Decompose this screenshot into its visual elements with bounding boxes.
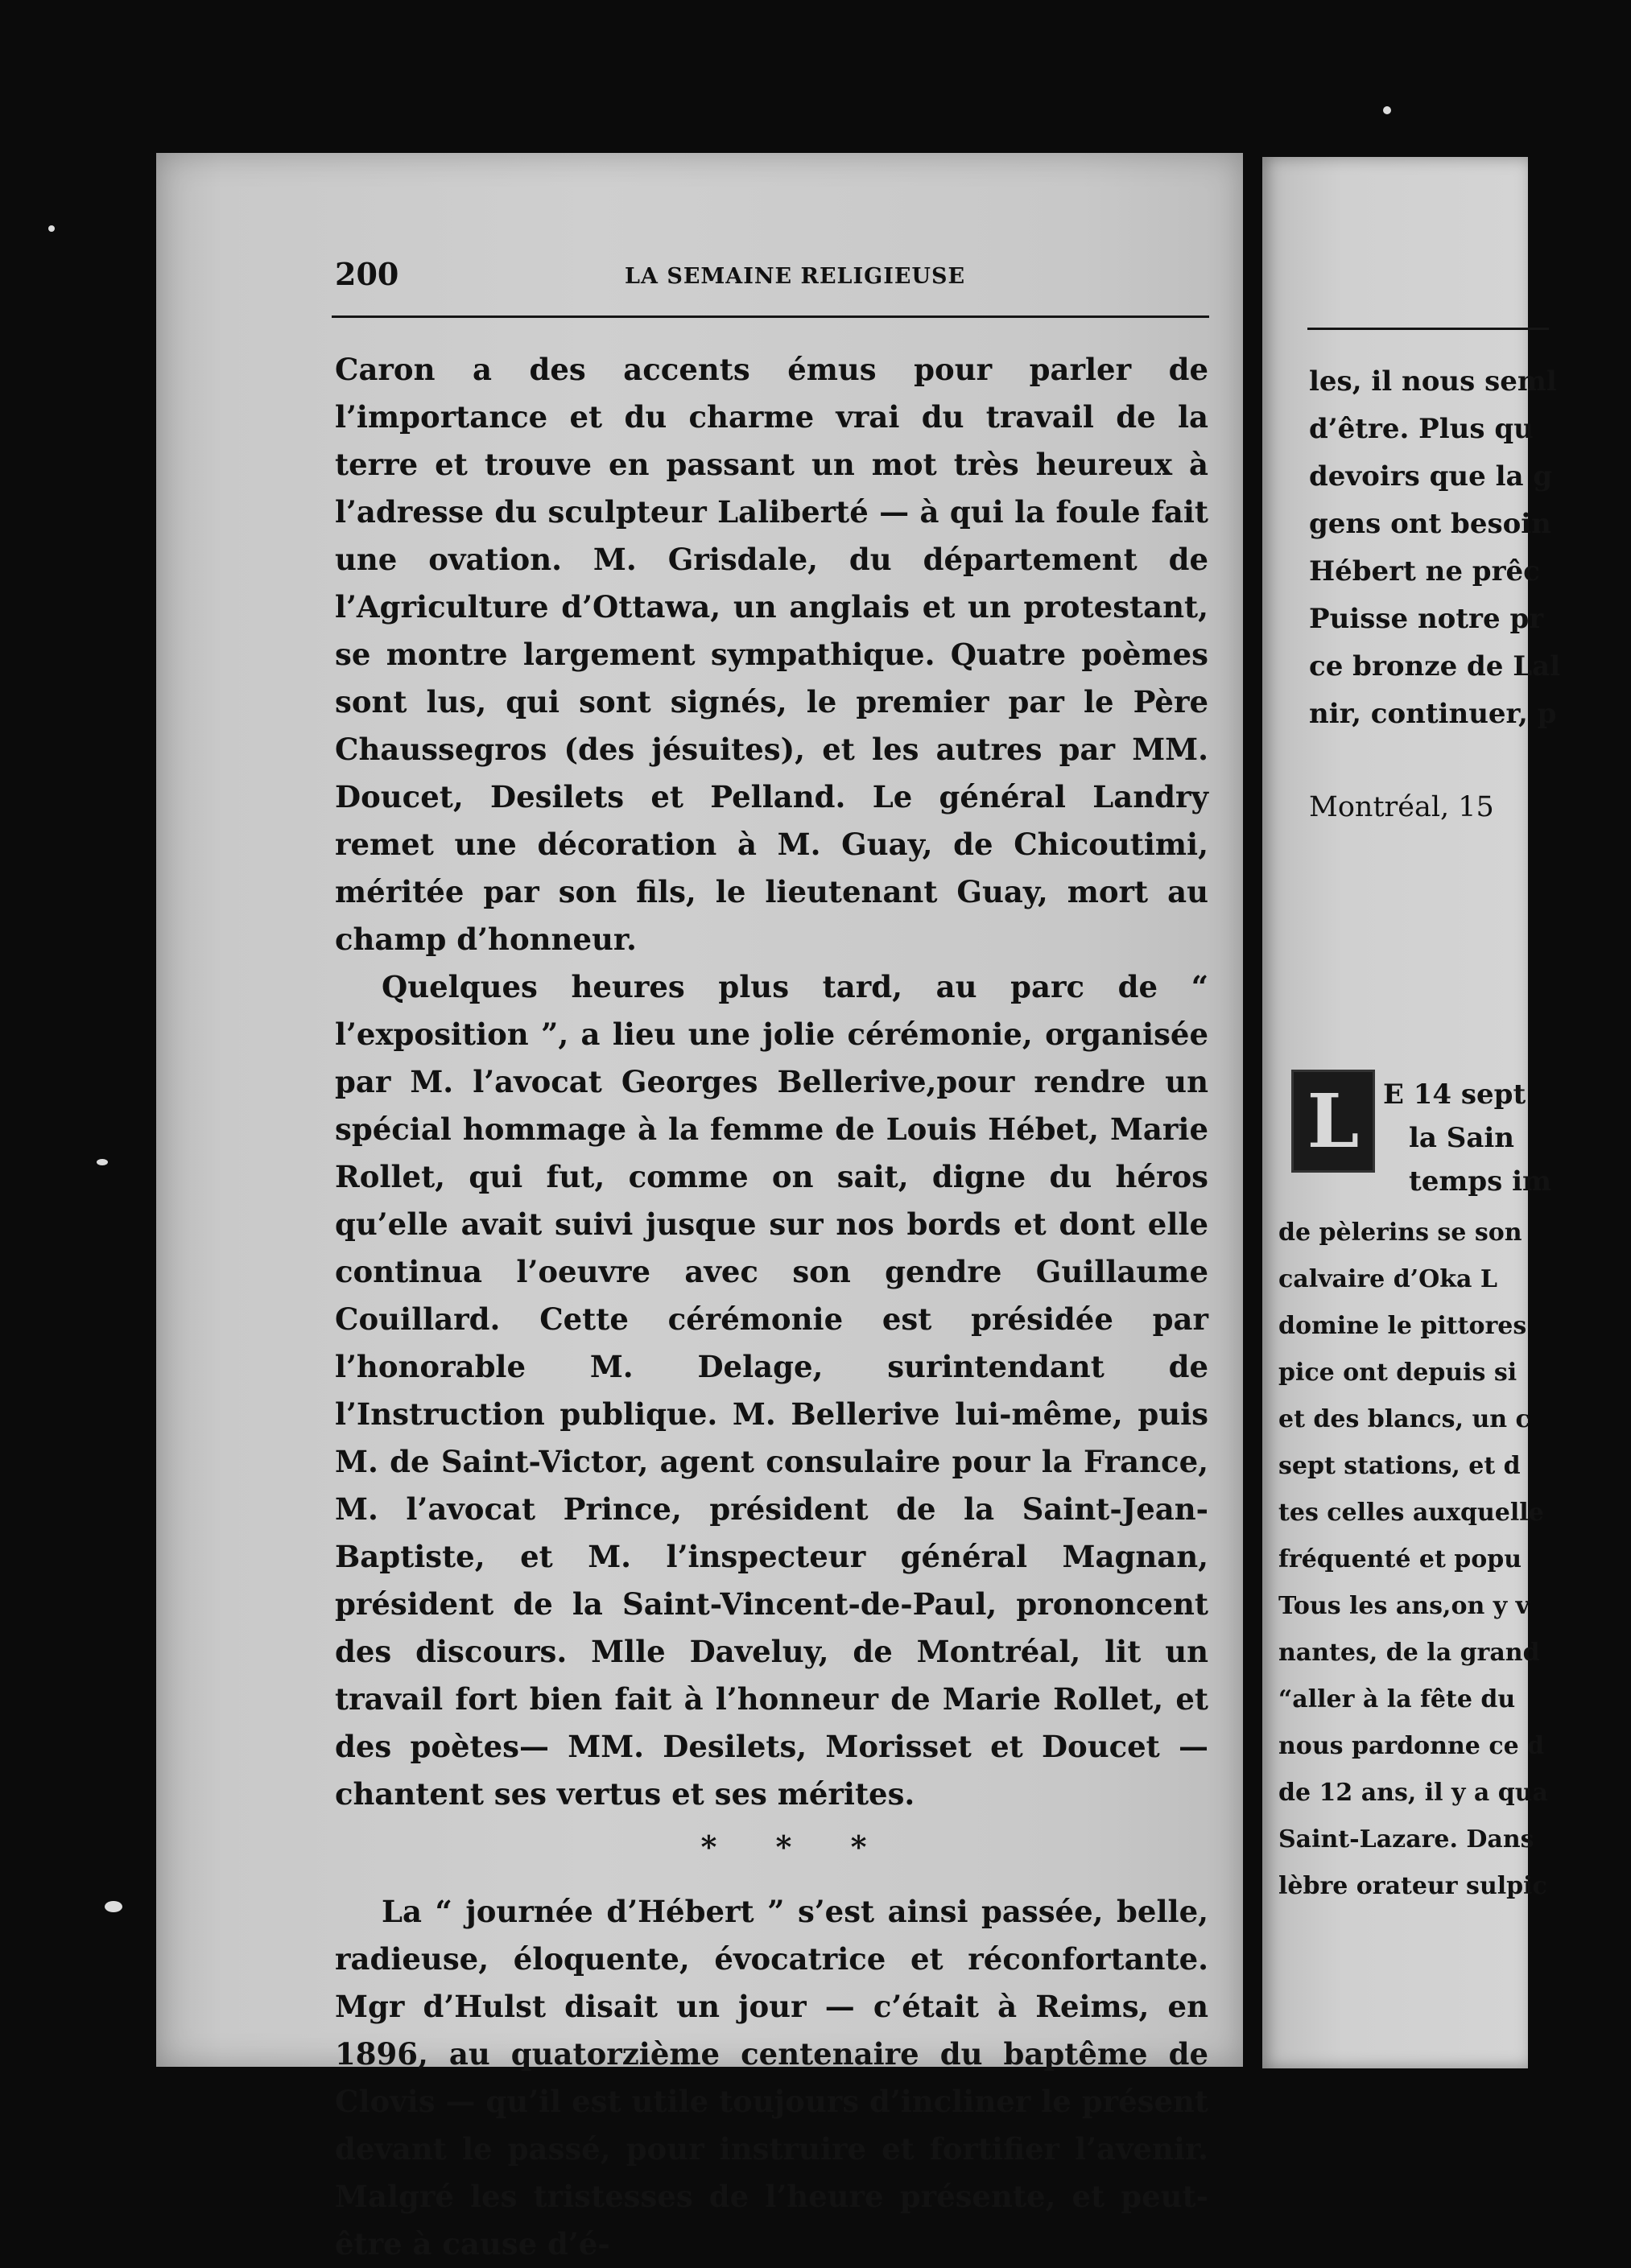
right-line: sept stations, et d bbox=[1278, 1452, 1521, 1480]
right-line: calvaire d’Oka L bbox=[1278, 1265, 1498, 1293]
right-line: E 14 sept bbox=[1383, 1078, 1526, 1111]
right-line: fréquenté et popu bbox=[1278, 1545, 1522, 1573]
body-text bbox=[335, 346, 1208, 2268]
right-line: la Sain bbox=[1409, 1122, 1515, 1154]
film-speck bbox=[105, 1901, 122, 1912]
right-line: Tous les ans,on y v bbox=[1278, 1592, 1530, 1620]
film-speck bbox=[48, 225, 55, 232]
right-line: de pèlerins se son bbox=[1278, 1219, 1522, 1247]
right-header-rule bbox=[1307, 328, 1549, 330]
right-line: “aller à la fête du bbox=[1278, 1685, 1516, 1713]
film-speck bbox=[1383, 106, 1391, 114]
right-line: Saint-Lazare. Dans bbox=[1278, 1825, 1534, 1854]
paragraph-1: Caron a des accents émus pour parler de l’importance et du charme vrai du travail de la terre et trouve en passant un mot très heureux à l’adresse du sculpteur Laliberté — à qui la foule fait une ovation. M. Grisdale, du département de l’Agriculture d’Ottawa, un anglais et un protestant, se montre largement sympathique. Quatre poèmes sont lus, qui sont signés, le premier par le Père Chaussegros (des jésuites), et les autres par MM. Doucet, Desilets et Pelland. Le général Landry remet une décoration à M. Guay, de Chicoutimi, méritée par son fils, le lieutenant Guay, mort au champ d’honneur. bbox=[335, 352, 1208, 957]
right-line: d’être. Plus qu bbox=[1309, 413, 1534, 445]
right-text-dropcap bbox=[1383, 1073, 1551, 1203]
right-line: domine le pittores bbox=[1278, 1312, 1527, 1340]
right-text-bottom bbox=[1278, 1210, 1548, 1910]
paragraph-2: Quelques heures plus tard, au parc de “ l’exposition ”, a lieu une jolie cérémonie, organisée par M. l’avocat Georges Bellerive,pour rendre un spécial hommage à la femme de Louis Hébet, Marie Rollet, qui fut, comme on sait, digne du héros qu’elle avait suivi jusque sur nos bords et dont elle continua l’oeuvre avec son gendre Guillaume Couillard. Cette cérémonie est présidée par l’honorable M. Delage, surintendant de l’Instruction publique. M. Bellerive lui-même, puis M. de Saint-Victor, agent consulaire pour la France, M. l’avocat Prince, président de la Saint-Jean-Baptiste, et M. l’inspecteur général Magnan, président de la Saint-Vincent-de-Paul, prononcent des discours. Mlle Daveluy, de Montréal, lit un travail fort bien fait à l’honneur de Marie Rollet, et des poètes— MM. Desilets, Morisset et Doucet — chantent ses vertus et ses mérites. bbox=[335, 969, 1208, 1812]
right-line: nous pardonne ce d bbox=[1278, 1732, 1545, 1760]
section-separator: * * * bbox=[700, 1829, 891, 1865]
right-line: et des blancs, un c bbox=[1278, 1405, 1530, 1433]
left-page bbox=[156, 153, 1243, 2262]
date-line: Montréal, 15 bbox=[1309, 791, 1494, 823]
right-line: pice ont depuis si bbox=[1278, 1359, 1517, 1387]
running-title: LA SEMAINE RELIGIEUSE bbox=[625, 264, 966, 289]
right-line: nir, continuer, p bbox=[1309, 698, 1557, 730]
right-line: les, il nous seml bbox=[1309, 365, 1557, 398]
page-number: 200 bbox=[335, 256, 399, 292]
right-page bbox=[1262, 157, 1561, 2068]
right-line: de 12 ans, il y a qua bbox=[1278, 1779, 1548, 1807]
right-line: nantes, de la grand bbox=[1278, 1639, 1540, 1667]
film-speck bbox=[97, 1159, 108, 1165]
right-line: temps im bbox=[1409, 1165, 1551, 1198]
paragraph-3: La “ journée d’Hébert ” s’est ainsi passée, belle, radieuse, éloquente, évocatrice et réconfortante. Mgr d’Hulst disait un jour — c’était à Reims, en 1896, au quatorzième centenaire du baptême de Clovis — qu’il est utile toujours d’incliner le présent devant le passé, pour instruire et fortifier l’avenir. Malgré les tristesses de l’heure présente, et peut-être à cause d’é- bbox=[335, 1894, 1208, 2262]
page-header bbox=[335, 256, 1220, 304]
right-line: Puisse notre pr bbox=[1309, 603, 1544, 635]
header-rule bbox=[332, 315, 1209, 318]
right-line: gens ont besoin bbox=[1309, 508, 1551, 540]
dropcap-initial: L bbox=[1291, 1070, 1375, 1173]
right-line: devoirs que la g bbox=[1309, 460, 1553, 493]
right-text-top bbox=[1309, 358, 1631, 738]
right-line: Hébert ne prêc bbox=[1309, 555, 1540, 588]
right-line: tes celles auxquelle bbox=[1278, 1499, 1544, 1527]
right-line: lèbre orateur sulpic bbox=[1278, 1872, 1547, 1900]
right-line: ce bronze de Lal bbox=[1309, 650, 1561, 682]
